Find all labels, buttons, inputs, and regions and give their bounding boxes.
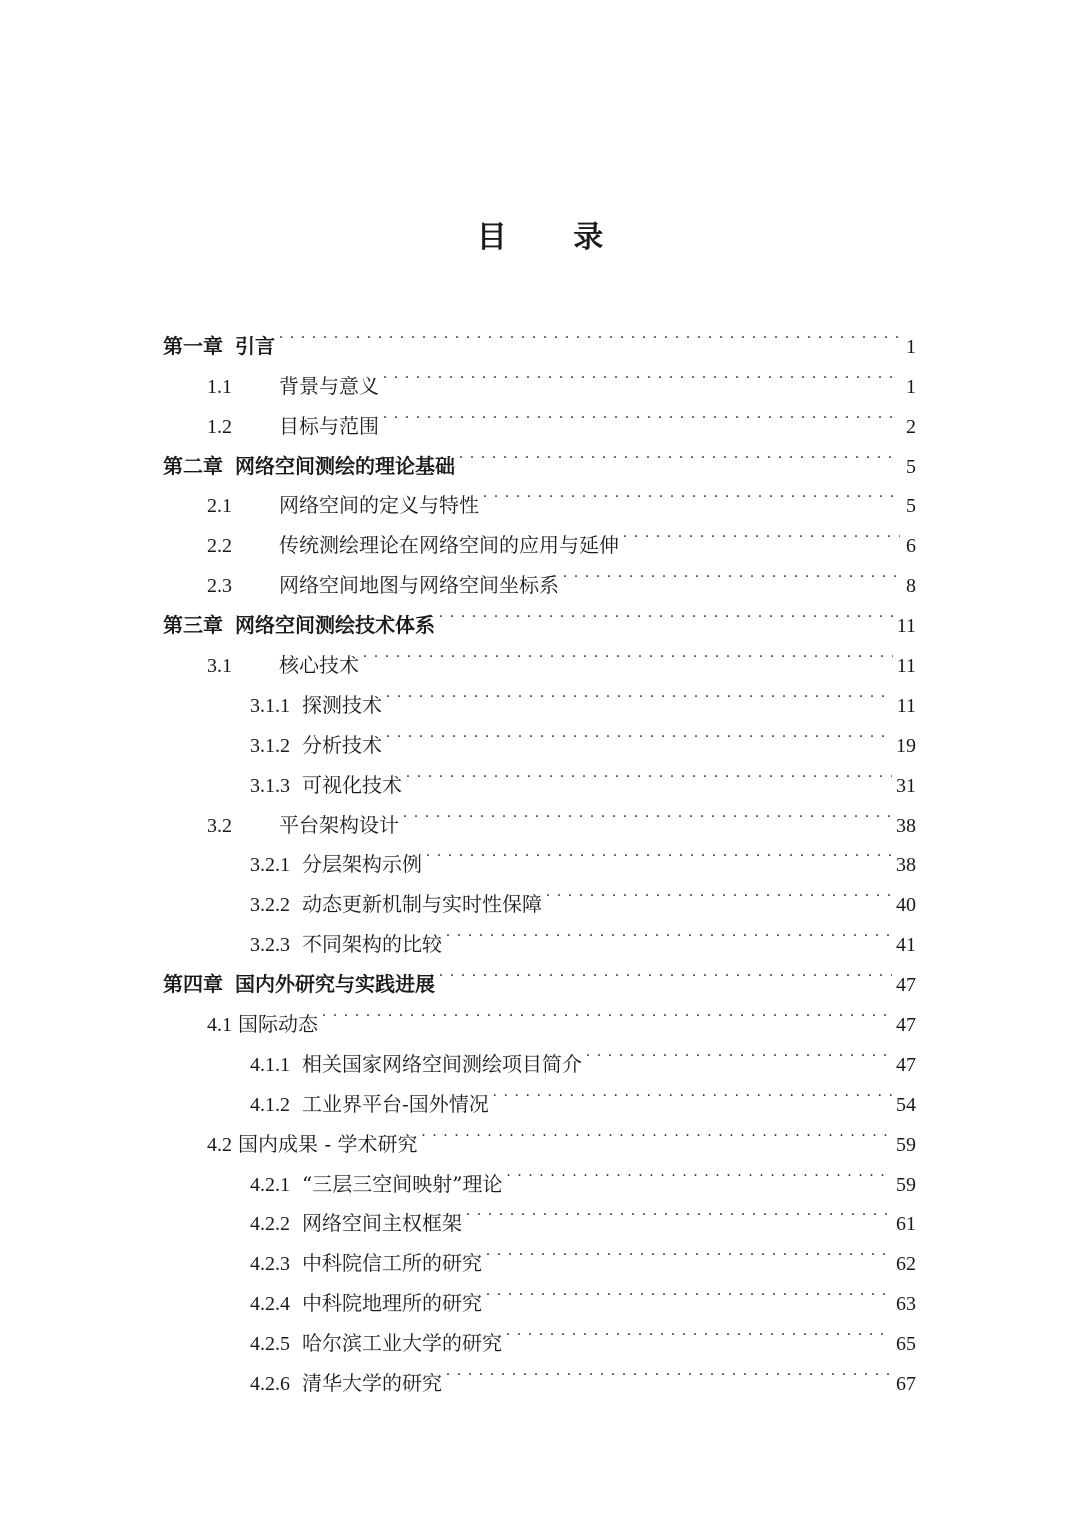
toc-entry-title: 分析技术 [302, 732, 382, 757]
toc-entry-page-number: 59 [896, 1133, 916, 1156]
toc-entry-number: 4.2.5 [250, 1333, 290, 1356]
table-of-contents [163, 313, 916, 1396]
toc-entry-title: “三层三空间映射”理论 [302, 1171, 503, 1196]
dot-leader [466, 1191, 892, 1231]
toc-entry-number: 第一章 [163, 333, 223, 358]
toc-entry[interactable] [163, 313, 916, 358]
dot-leader [279, 313, 900, 353]
dot-leader [546, 871, 892, 911]
toc-entry-title: 可视化技术 [302, 772, 402, 797]
toc-entry-page-number: 41 [896, 934, 916, 957]
toc-entry-title: 背景与意义 [279, 373, 379, 398]
toc-entry-number: 2.2 [207, 535, 232, 558]
dot-leader [403, 792, 892, 832]
toc-entry-page-number: 5 [906, 495, 916, 518]
toc-entry-number: 3.2.3 [250, 934, 290, 957]
toc-entry-title: 平台架构设计 [279, 812, 399, 837]
toc-entry-page-number: 6 [906, 535, 916, 558]
dot-leader [322, 991, 892, 1031]
dot-leader [439, 592, 893, 632]
dot-leader [483, 473, 900, 513]
toc-entry-page-number: 11 [896, 655, 916, 678]
toc-entry-title: 国内外研究与实践进展 [235, 972, 435, 997]
dot-leader [406, 752, 892, 792]
toc-entry-page-number: 38 [896, 814, 916, 837]
dot-leader [421, 1111, 892, 1151]
toc-entry-title: 中科院信工所的研究 [302, 1251, 482, 1276]
toc-entry-number: 3.2.1 [250, 854, 290, 877]
dot-leader [446, 1350, 892, 1390]
dot-leader [439, 951, 892, 991]
toc-entry-page-number: 62 [896, 1253, 916, 1276]
toc-entry-number: 3.1.3 [250, 774, 290, 797]
toc-entry-title: 网络空间测绘技术体系 [235, 613, 435, 638]
toc-entry-page-number: 65 [896, 1333, 916, 1356]
toc-entry-page-number: 47 [896, 1053, 916, 1076]
toc-entry[interactable] [163, 353, 916, 398]
toc-entry-page-number: 47 [896, 974, 916, 997]
toc-entry-page-number: 40 [896, 894, 916, 917]
toc-entry-title: 哈尔滨工业大学的研究 [302, 1331, 502, 1356]
dot-leader [383, 353, 900, 393]
toc-entry-number: 3.1.1 [250, 694, 290, 717]
toc-entry-page-number: 11 [896, 694, 916, 717]
toc-entry-page-number: 31 [896, 774, 916, 797]
dot-leader [506, 1310, 892, 1350]
toc-entry-page-number: 11 [896, 615, 916, 638]
toc-entry-title: 国内成果 - 学术研究 [238, 1131, 418, 1156]
toc-entry-page-number: 19 [896, 734, 916, 757]
toc-entry-number: 1.2 [207, 415, 232, 438]
toc-entry-number: 4.1 [207, 1014, 232, 1037]
dot-leader [363, 632, 893, 672]
toc-entry-page-number: 8 [906, 575, 916, 598]
toc-entry-number: 第二章 [163, 453, 223, 478]
toc-entry-title: 中科院地理所的研究 [302, 1291, 482, 1316]
toc-entry-page-number: 61 [896, 1213, 916, 1236]
toc-entry-title: 引言 [235, 333, 275, 358]
toc-entry-title: 网络空间地图与网络空间坐标系 [279, 573, 559, 598]
dot-leader [383, 393, 900, 433]
toc-entry-title: 核心技术 [279, 653, 359, 678]
toc-entry-number: 4.2.2 [250, 1213, 290, 1236]
toc-entry-number: 4.2.1 [250, 1173, 290, 1196]
page-title: 目 录 [476, 220, 632, 255]
toc-entry-number: 4.1.2 [250, 1093, 290, 1116]
toc-entry-page-number: 5 [906, 455, 916, 478]
toc-entry-number: 4.2 [207, 1133, 232, 1156]
toc-entry-page-number: 54 [896, 1093, 916, 1116]
toc-entry-page-number: 47 [896, 1014, 916, 1037]
dot-leader [486, 1230, 892, 1270]
toc-entry-title: 探测技术 [302, 692, 382, 717]
toc-entry-title: 传统测绘理论在网络空间的应用与延伸 [279, 533, 619, 558]
toc-entry-title: 相关国家网络空间测绘项目简介 [302, 1051, 582, 1076]
toc-entry-title: 目标与范围 [279, 413, 379, 438]
dot-leader [386, 712, 892, 752]
toc-entry-title: 分层架构示例 [302, 852, 422, 877]
dot-leader [493, 1071, 892, 1111]
toc-entry-title: 网络空间的定义与特性 [279, 493, 479, 518]
toc-entry-page-number: 2 [906, 415, 916, 438]
toc-entry-number: 4.2.4 [250, 1293, 290, 1316]
dot-leader [446, 911, 892, 951]
dot-leader [426, 832, 892, 872]
toc-entry-number: 2.1 [207, 495, 232, 518]
toc-entry-number: 1.1 [207, 375, 232, 398]
toc-entry-number: 第三章 [163, 613, 223, 638]
toc-entry-title: 不同架构的比较 [302, 932, 442, 957]
dot-leader [563, 552, 900, 592]
toc-entry-title: 网络空间主权框架 [302, 1211, 462, 1236]
toc-entry-number: 3.1.2 [250, 734, 290, 757]
toc-entry-number: 第四章 [163, 972, 223, 997]
toc-entry-page-number: 63 [896, 1293, 916, 1316]
toc-entry-page-number: 59 [896, 1173, 916, 1196]
toc-entry-title: 动态更新机制与实时性保障 [302, 892, 542, 917]
dot-leader [586, 1031, 892, 1071]
toc-entry-number: 3.2 [207, 814, 232, 837]
dot-leader [459, 433, 900, 473]
dot-leader [623, 512, 900, 552]
toc-entry-page-number: 1 [906, 335, 916, 358]
toc-entry-number: 4.2.6 [250, 1373, 290, 1396]
dot-leader [506, 1151, 892, 1191]
toc-entry-page-number: 67 [896, 1373, 916, 1396]
toc-entry-title: 清华大学的研究 [302, 1371, 442, 1396]
toc-entry-page-number: 1 [906, 375, 916, 398]
toc-entry-number: 4.2.3 [250, 1253, 290, 1276]
dot-leader [386, 672, 893, 712]
toc-entry-title: 网络空间测绘的理论基础 [235, 453, 455, 478]
toc-entry-number: 4.1.1 [250, 1053, 290, 1076]
toc-entry-number: 3.1 [207, 655, 232, 678]
toc-entry-number: 3.2.2 [250, 894, 290, 917]
toc-entry-number: 2.3 [207, 575, 232, 598]
dot-leader [486, 1270, 892, 1310]
toc-entry-page-number: 38 [896, 854, 916, 877]
toc-entry-title: 国际动态 [238, 1012, 318, 1037]
toc-entry-title: 工业界平台-国外情况 [302, 1091, 489, 1116]
